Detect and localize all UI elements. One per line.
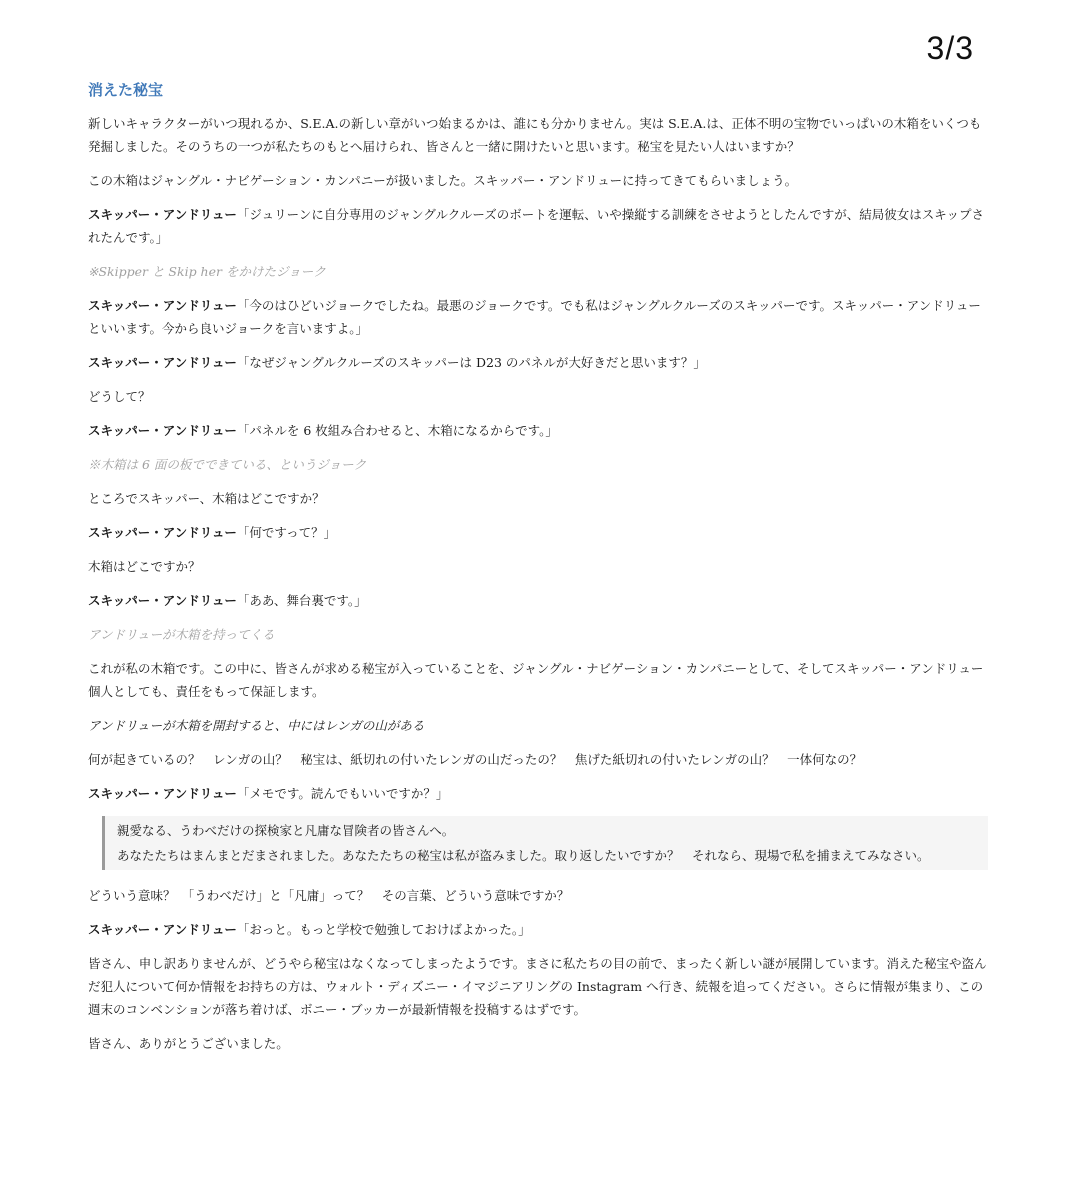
stage-direction: アンドリューが木箱を持ってくる — [88, 627, 275, 642]
paragraph: どうして？ — [88, 389, 151, 404]
dialogue-line — [88, 419, 988, 442]
quoted-memo — [102, 816, 988, 870]
dialogue-line — [88, 294, 988, 340]
memo-line: 親愛なる、うわべだけの探検家と凡庸な冒険者の皆さんへ。 — [117, 823, 455, 838]
speaker-name: スキッパー・アンドリュー — [88, 355, 237, 370]
paragraph: 皆さん、申し訳ありませんが、どうやら秘宝はなくなってしまったようです。まさに私たちの目の前で、まったく新しい謎が展開しています。消えた秘宝や盗んだ犯人について何か情報をお持ちの方は、ウォルト・ディズニー・イマジニアリングの Instagram へ行き、続報を追ってください。さらに情報が集まり、この週末のコンベンションが落ち着けば、ボニー・ブッカーが最新情報を投稿するはずです。 — [88, 956, 987, 1017]
dialogue-line — [88, 521, 988, 544]
dialogue-line — [88, 918, 988, 941]
paragraph: 木箱はどこですか？ — [88, 559, 201, 574]
speaker-name: スキッパー・アンドリュー — [88, 593, 237, 608]
paragraph: ところでスキッパー、木箱はどこですか？ — [88, 491, 325, 506]
stage-direction: アンドリューが木箱を開封すると、中にはレンガの山がある — [88, 718, 425, 733]
speaker-name: スキッパー・アンドリュー — [88, 922, 237, 937]
dialogue-text: 「ああ、舞台裏です。」 — [236, 593, 367, 608]
memo-line: あなたたちはまんまとだまされました。あなたたちの秘宝は私が盗みました。取り返したいですか？ それなら、現場で私を捕まえてみなさい。 — [117, 848, 930, 863]
dialogue-text: 「ジュリーンに自分専用のジャングルクルーズのボートを運転、いや操縦する訓練をさせようとしたんですが、結局彼女はスキップされたんです。」 — [88, 207, 985, 245]
dialogue-line — [88, 782, 988, 805]
dialogue-text: 「なぜジャングルクルーズのスキッパーは D23 のパネルが大好きだと思います？」 — [236, 355, 706, 370]
speaker-name: スキッパー・アンドリュー — [88, 423, 237, 438]
dialogue-text: 「パネルを 6 枚組み合わせると、木箱になるからです。」 — [236, 423, 558, 438]
paragraph: 新しいキャラクターがいつ現れるか、S.E.A.の新しい章がいつ始まるかは、誰にも分かりません。実は S.E.A.は、正体不明の宝物でいっぱいの木箱をいくつも発掘しました。そのうちの一つが私たちのもとへ届けられ、皆さんと一緒に開けたいと思います。秘宝を見たい人はいますか？ — [88, 116, 982, 154]
page-number: 3/3 — [926, 30, 974, 66]
paragraph: 何が起きているの？ レンガの山？ 秘宝は、紙切れの付いたレンガの山だったの？ 焦げた紙切れの付いたレンガの山？ 一体何なの？ — [88, 752, 863, 767]
speaker-name: スキッパー・アンドリュー — [88, 786, 237, 801]
translator-note: ※Skipper と Skip her をかけたジョーク — [88, 264, 326, 279]
dialogue-text: 「おっと。もっと学校で勉強しておけばよかった。」 — [236, 922, 531, 937]
speaker-name: スキッパー・アンドリュー — [88, 298, 237, 313]
paragraph: どういう意味？ 「うわべだけ」と「凡庸」って？ その言葉、どういう意味ですか？ — [88, 888, 570, 903]
dialogue-line — [88, 351, 988, 374]
dialogue-text: 「何ですって？」 — [236, 525, 337, 540]
article-title: 消えた秘宝 — [88, 81, 164, 99]
paragraph: これが私の木箱です。この中に、皆さんが求める秘宝が入っていることを、ジャングル・ナビゲーション・カンパニーとして、そしてスキッパー・アンドリュー個人としても、責任をもって保証します。 — [88, 661, 984, 699]
paragraph: 皆さん、ありがとうございました。 — [88, 1036, 289, 1051]
dialogue-line — [88, 589, 988, 612]
dialogue-line — [88, 203, 988, 249]
paragraph: この木箱はジャングル・ナビゲーション・カンパニーが扱いました。スキッパー・アンドリューに持ってきてもらいましょう。 — [88, 173, 798, 188]
article — [88, 78, 988, 1066]
dialogue-text: 「今のはひどいジョークでしたね。最悪のジョークです。でも私はジャングルクルーズのスキッパーです。スキッパー・アンドリューといいます。今から良いジョークを言いますよ。」 — [88, 298, 981, 336]
translator-note: ※木箱は 6 面の板でできている、というジョーク — [88, 457, 367, 472]
speaker-name: スキッパー・アンドリュー — [88, 525, 237, 540]
dialogue-text: 「メモです。読んでもいいですか？」 — [236, 786, 449, 801]
speaker-name: スキッパー・アンドリュー — [88, 207, 237, 222]
